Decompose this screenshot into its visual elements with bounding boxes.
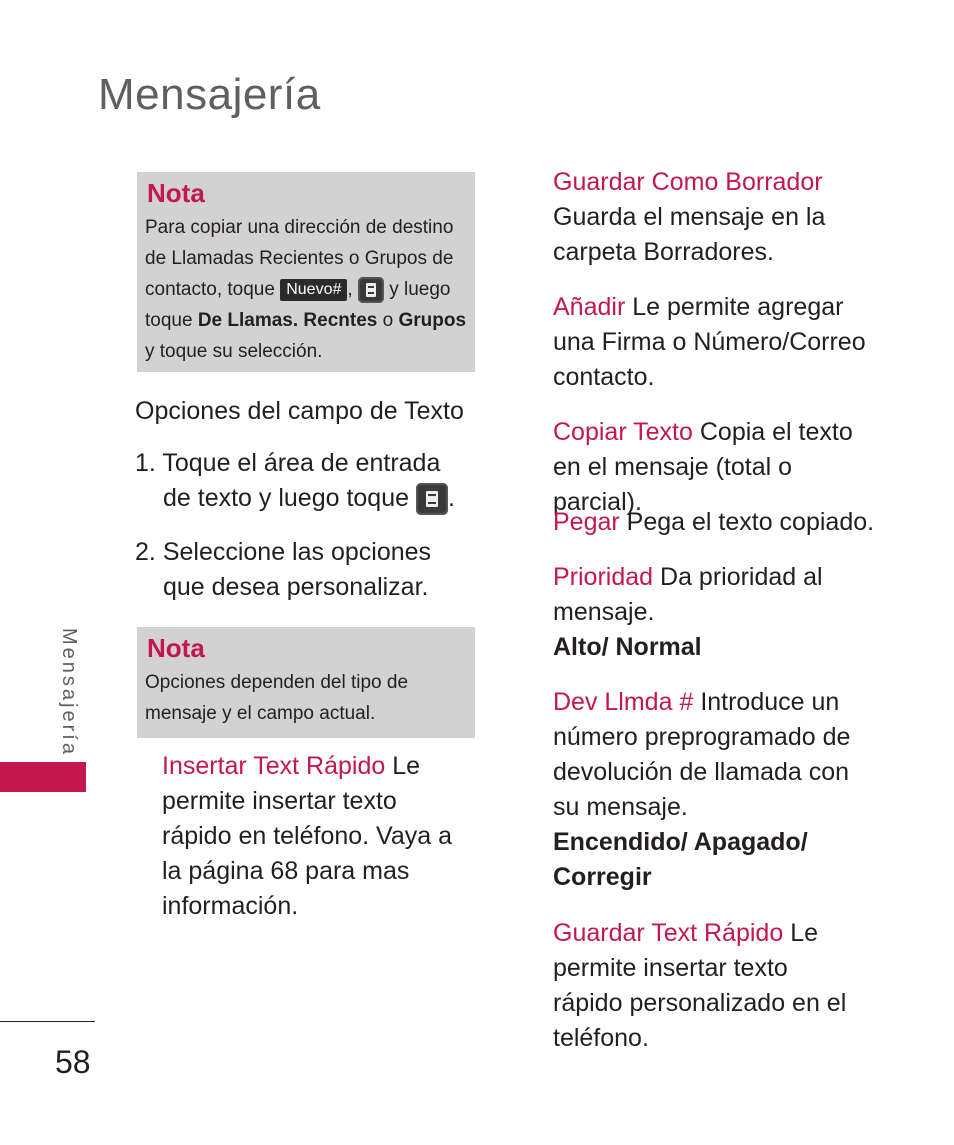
step-number: 2.	[135, 538, 156, 566]
section-tab-marker	[0, 762, 86, 792]
option-description: Pega el texto copiado.	[626, 508, 875, 536]
option-label: Guardar Text Rápido	[553, 919, 784, 947]
option-save-quick-text	[553, 916, 858, 1056]
option-save-draft	[553, 165, 883, 270]
option-description: Copia el texto en el mensaje (total o parcial).	[553, 418, 853, 516]
option-description: Le permite agregar una Firma o Número/Correo contacto.	[553, 293, 866, 391]
step-number: 1.	[135, 449, 156, 477]
page-title: Mensajería	[98, 70, 321, 119]
option-label: Copiar Texto	[553, 418, 693, 446]
note-text-part: o	[382, 310, 394, 331]
option-label: Añadir	[553, 293, 626, 321]
note-text-part: y toque su selección.	[145, 341, 323, 362]
option-description: Le permite insertar texto rápido en teléfono. Vaya a la página 68 para mas información.	[162, 752, 453, 920]
option-label: Insertar Text Rápido	[162, 752, 386, 780]
note-title: Nota	[147, 633, 205, 663]
note-title: Nota	[147, 178, 205, 208]
option-description: Da prioridad al mensaje.	[553, 563, 823, 626]
section-side-label: Mensajería	[58, 628, 80, 757]
option-paste	[553, 505, 883, 540]
page-number: 58	[55, 1044, 91, 1080]
menu-key-icon	[416, 483, 448, 515]
note-bold-groups: Grupos	[398, 310, 467, 331]
option-label: Prioridad	[553, 563, 654, 591]
step-text: Seleccione las opciones que desea personalizar.	[162, 538, 432, 601]
option-label: Pegar	[553, 508, 620, 536]
step-end: .	[447, 484, 455, 512]
step-1	[135, 446, 475, 516]
option-callback-number	[553, 685, 868, 895]
note-text-part: Para copiar una dirección de destino de Llamadas Recientes o Grupos de contacto, toque	[145, 217, 454, 300]
option-description: Guarda el mensaje en la carpeta Borradores.	[553, 203, 826, 266]
note-text: Opciones dependen del tipo de mensaje y el campo actual.	[145, 672, 409, 724]
option-label: Dev Llmda #	[553, 688, 694, 716]
note-comma: ,	[347, 279, 353, 300]
option-priority	[553, 560, 843, 665]
option-add	[553, 290, 873, 395]
insert-quick-text-item	[162, 749, 472, 924]
option-values: Alto/ Normal	[553, 633, 702, 661]
option-description: Le permite insertar texto rápido personalizado en el teléfono.	[553, 919, 847, 1052]
footer-divider	[0, 1021, 95, 1022]
text-options-heading: Opciones del campo de Texto	[135, 397, 464, 425]
menu-key-icon	[358, 277, 384, 303]
nuevo-key-label: Nuevo#	[280, 279, 347, 301]
option-values: Encendido/ Apagado/ Corregir	[553, 828, 808, 891]
note-bold-recent-calls: De Llamas. Recntes	[197, 310, 378, 331]
option-label: Guardar Como Borrador	[553, 168, 823, 196]
step-text: Toque el área de entrada de texto y luego toque	[162, 449, 441, 512]
note-text-part: y luego toque	[145, 279, 451, 331]
option-description: Introduce un número preprogramado de devolución de llamada con su mensaje.	[553, 688, 851, 821]
note-box-copy-address	[137, 172, 475, 372]
step-2	[135, 535, 475, 605]
note-text	[145, 212, 467, 367]
note-box-options	[137, 627, 475, 738]
